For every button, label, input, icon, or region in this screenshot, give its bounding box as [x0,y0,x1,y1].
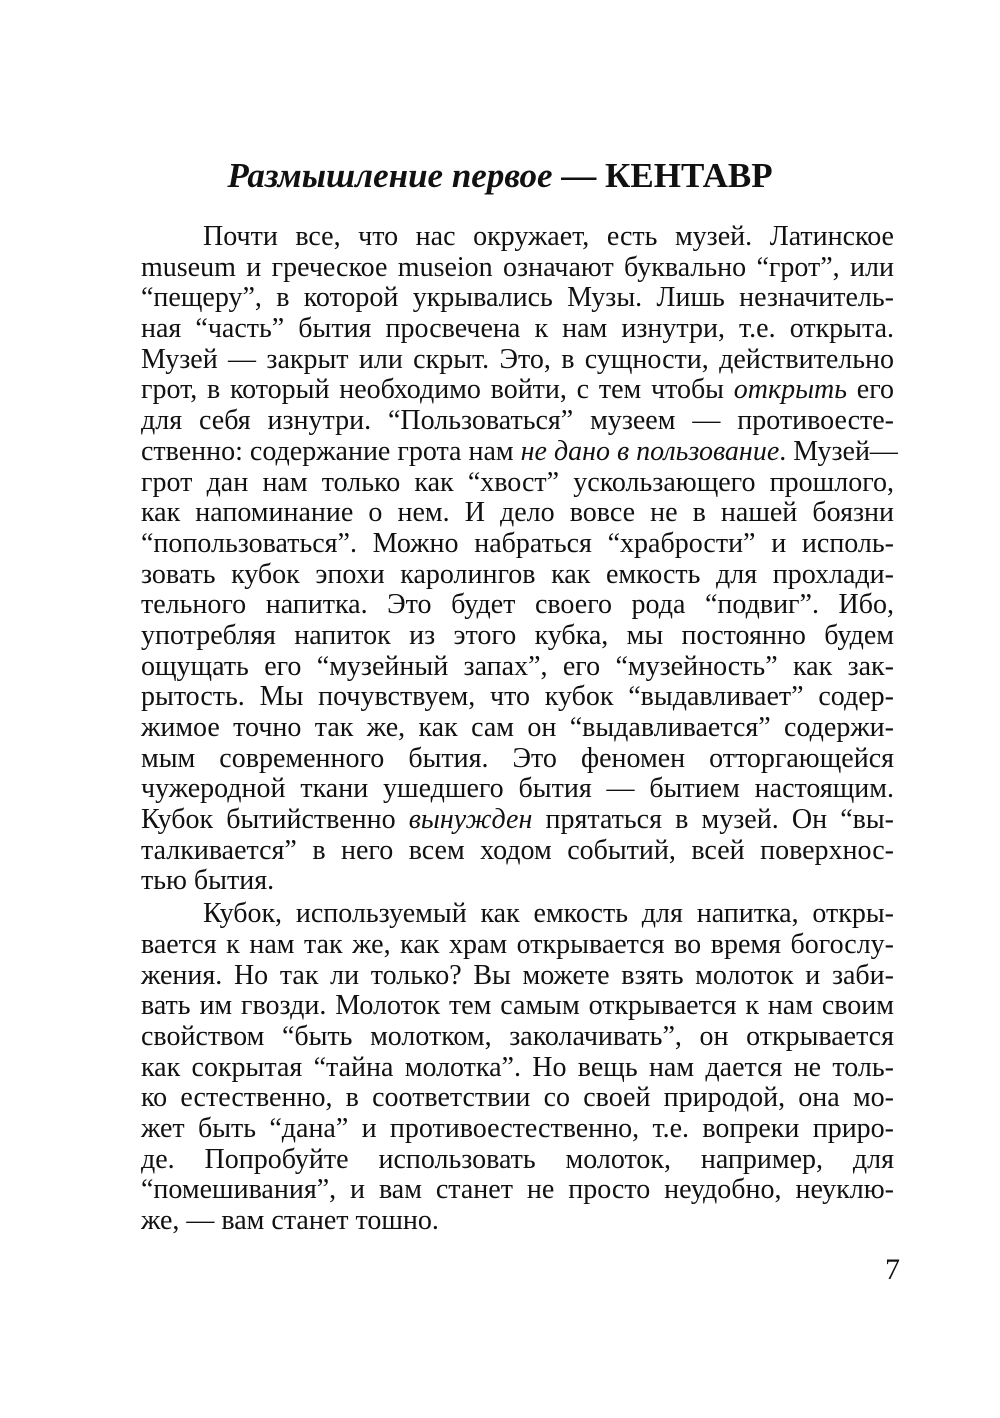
text-line: как напоминание о нем. И дело вовсе не в нашей боязни [141,497,894,529]
text-line: Почти все, что нас окружает, есть музей. Латинское [203,221,894,252]
text-line: тью бытия. [141,865,275,897]
italic-emphasis: вынужден [408,804,533,836]
text-line: свойством “быть молотком, заколачивать”, он открывается [141,1020,894,1052]
body-text [141,221,898,1237]
italic-emphasis: не дано в пользование [520,435,780,467]
text-segment: прятаться в музей. Он “вы- [532,804,894,836]
text-line: museum и греческое museion означают буквально “грот”, или [141,251,894,283]
text-line: же, — вам станет тошно. [141,1205,439,1236]
text-line: рытость. Мы почувствуем, что кубок “выдавливает” содер- [141,681,894,713]
text-line: жет быть “дана” и противоестественно, т.е. вопреки приро- [141,1112,894,1144]
text-line: вать им гвозди. Молоток тем самым открывается к нам своим [141,990,894,1022]
text-line: “помешивания”, и вам станет не просто неудобно, неуклю- [141,1174,894,1206]
text-segment: Кубок бытийственно [141,804,409,836]
text-line: употребляя напиток из этого кубка, мы постоянно будем [141,619,894,651]
text-segment: его [847,374,894,406]
heading-italic-part: Размышление первое [227,156,553,195]
text-line: “попользоваться”. Можно набраться “храбрости” и исполь- [141,527,894,559]
text-line: ко естественно, в соответствии со своей природой, она мо- [141,1082,894,1114]
text-line: де. Попробуйте использовать молоток, например, для [141,1143,894,1175]
text-line [141,435,898,468]
italic-emphasis: открыть [733,374,848,406]
text-line: ная “часть” бытия просвечена к нам изнутри, т.е. открыта. [141,313,894,345]
chapter-heading [0,148,1000,204]
text-line: “пещеру”, в которой укрывались Музы. Лишь незначитель- [141,282,894,314]
text-line: зовать кубок эпохи каролингов как емкость для прохлади- [141,558,894,590]
text-line: для себя изнутри. “Пользоваться” музеем — противоесте- [141,405,894,437]
text-line: жимое точно так же, как сам он “выдавливается” содержи- [141,712,894,743]
text-line: грот дан нам только как “хвост” ускользающего прошлого, [141,466,894,498]
text-line [141,805,894,836]
heading-dash: — [561,156,597,195]
text-line: ощущать его “музейный запах”, его “музейность” как зак- [141,650,894,682]
text-line: вается к нам так же, как храм открывается во время богослу- [141,928,894,960]
text-line: Кубок, используемый как емкость для напитка, откры- [203,898,894,930]
heading-title: КЕНТАВР [605,156,773,195]
page-number: 7 [885,1253,900,1286]
text-line: жения. Но так ли только? Вы можете взять молоток и заби- [141,959,894,991]
text-line: тельного напитка. Это будет своего рода “подвиг”. Ибо, [141,589,894,621]
text-line: чужеродной ткани ушедшего бытия — бытием настоящим. [141,773,894,805]
text-line: Музей — закрыт или скрыт. Это, в сущности, действительно [141,343,894,375]
text-segment: грот, в который необходимо войти, с тем чтобы [141,374,734,406]
text-line: как сокрытая “тайна молотка”. Но вещь нам дается не толь- [141,1051,894,1083]
text-line [141,375,894,406]
text-segment: . Музей— [779,435,898,467]
text-segment: ственно: содержание грота нам [141,435,521,467]
text-line: талкивается” в него всем ходом событий, всей поверхнос- [141,834,894,866]
text-line: мым современного бытия. Это феномен отторгающейся [141,742,894,774]
